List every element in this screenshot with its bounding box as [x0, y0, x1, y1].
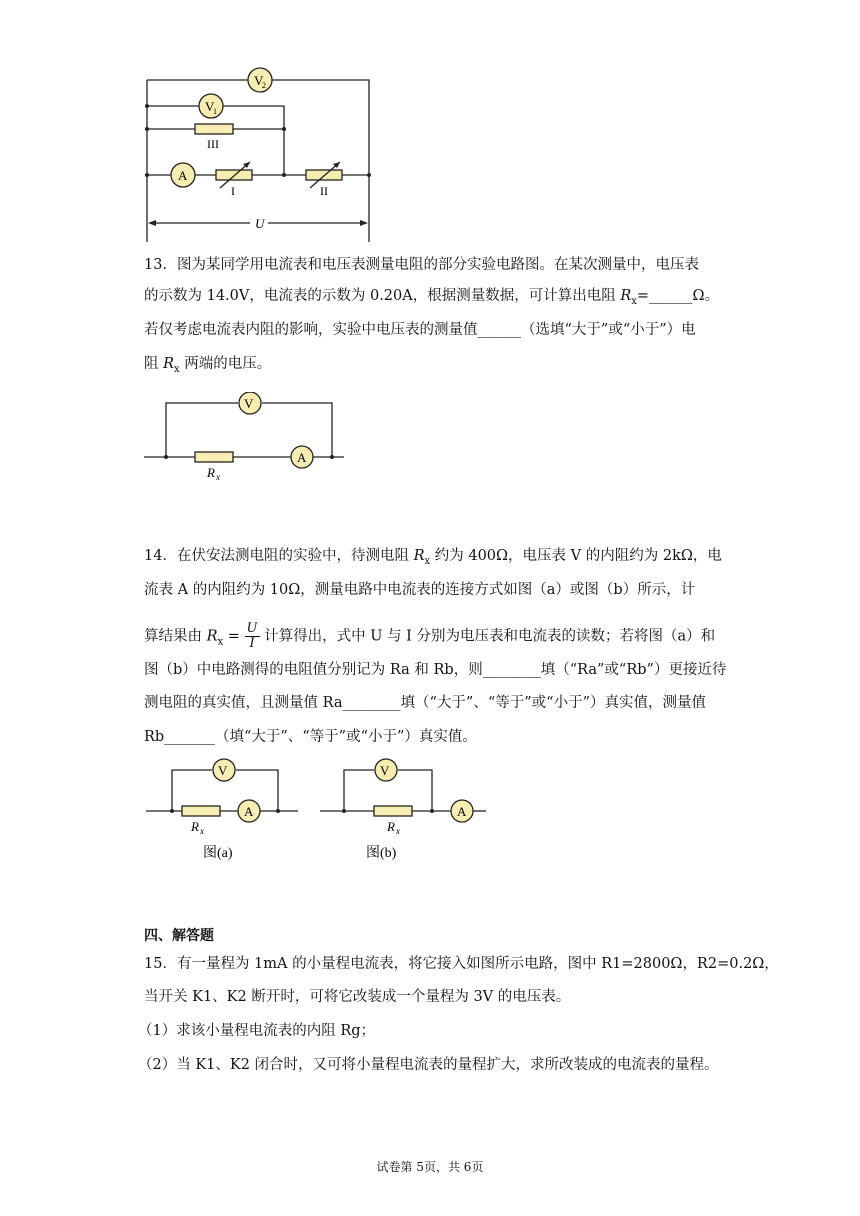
svg-text:x: x: [216, 472, 220, 482]
svg-text:1: 1: [213, 107, 217, 116]
q13-circuit-diagram: [144, 392, 354, 486]
q14-line-5: 测电阻的真实值，且测量值 Ra________填（“大于”、“等于”或“小于”）真实值，测量值: [144, 695, 706, 711]
svg-text:V: V: [218, 763, 228, 778]
page-footer: 试卷第 5页，共 6页: [376, 1160, 484, 1174]
svg-text:2: 2: [262, 81, 266, 90]
q15-line-2: 当开关 K1、K2 断开时，可将它改装成一个量程为 3V 的电压表。: [144, 989, 571, 1005]
q14-figure-b: [320, 756, 490, 864]
svg-text:V: V: [380, 763, 390, 778]
resistor-rx-icon: [182, 806, 220, 816]
q14-line-4: 图（b）中电路测得的电阻值分别记为 Ra 和 Rb，则________填（“Ra”或“Rb”）更接近待: [144, 662, 727, 678]
q14-line-6: Rb_______（填“大于”、“等于”或“小于”）真实值。: [144, 729, 477, 745]
q15-line-1: 15．有一量程为 1mA 的小量程电流表，将它接入如图所示电路，图中 R1=2800Ω，R2=0.2Ω，: [144, 956, 779, 972]
svg-text:R: R: [387, 819, 395, 834]
rheostat-ii-icon: [306, 170, 342, 180]
q13-line-1: 13．图为某同学用电流表和电压表测量电阻的部分实验电路图。在某次测量中，电压表: [144, 257, 699, 273]
q13-line-4: 阻 $R_x$ 两端的电压。: [144, 356, 272, 375]
q14-figure-a: [146, 756, 302, 864]
svg-text:R: R: [207, 465, 215, 480]
rheostat-i-icon: [216, 170, 252, 180]
q13-line-3: 若仅考虑电流表内阻的影响，实验中电压表的测量值______（选填“大于”或“小于”）电: [144, 322, 696, 338]
q14-line-3: 算结果由 $R_x$ = $\frac{U}{I}$ 计算得出，式中 U 与 I 分别为电压表和电流表的读数；若将图（a）和: [144, 621, 716, 651]
v1-label: V: [205, 99, 215, 114]
svg-text:A: A: [244, 804, 254, 819]
resistor-rx-icon: [374, 806, 412, 816]
figure-b-caption: 图(b): [366, 846, 397, 861]
ammeter-label: A: [178, 168, 188, 183]
resistor-iii-label: III: [207, 137, 219, 151]
q14-line-2: 流表 A 的内阻约为 10Ω，测量电路中电流表的连接方式如图（a）或图（b）所示，计: [144, 582, 696, 598]
voltage-u-label: U: [255, 216, 265, 231]
q13-line-2: 的示数为 14.0V，电流表的示数为 0.20A，根据测量数据，可计算出电阻 $R_x=\_\_\_\_\_\_\Omega$。: [144, 288, 720, 307]
q15-line-4: （2）当 K1、K2 闭合时，又可将小量程电流表的量程扩大，求所改装成的电流表的量程。: [138, 1057, 719, 1073]
q14-line-1: 14．在伏安法测电阻的实验中，待测电阻 $R_x$ 约为 400Ω，电压表 V 的内阻约为 2kΩ，电: [144, 548, 722, 567]
figure-a-caption: 图(a): [203, 846, 233, 861]
resistor-iii-icon: [195, 124, 233, 134]
svg-text:x: x: [200, 826, 204, 836]
svg-text:R: R: [191, 819, 199, 834]
circuit-diagram-top: [140, 66, 380, 242]
q15-line-3: （1）求该小量程电流表的内阻 Rg；: [138, 1023, 376, 1039]
v2-label: V: [254, 73, 264, 88]
svg-text:A: A: [297, 450, 307, 465]
section-heading: 四、解答题: [144, 928, 214, 944]
rheostat-i-label: I: [231, 184, 235, 198]
resistor-rx-icon: [195, 452, 233, 462]
svg-text:V: V: [244, 396, 254, 411]
svg-text:A: A: [457, 804, 467, 819]
rheostat-ii-label: II: [320, 184, 328, 198]
svg-text:x: x: [396, 826, 400, 836]
